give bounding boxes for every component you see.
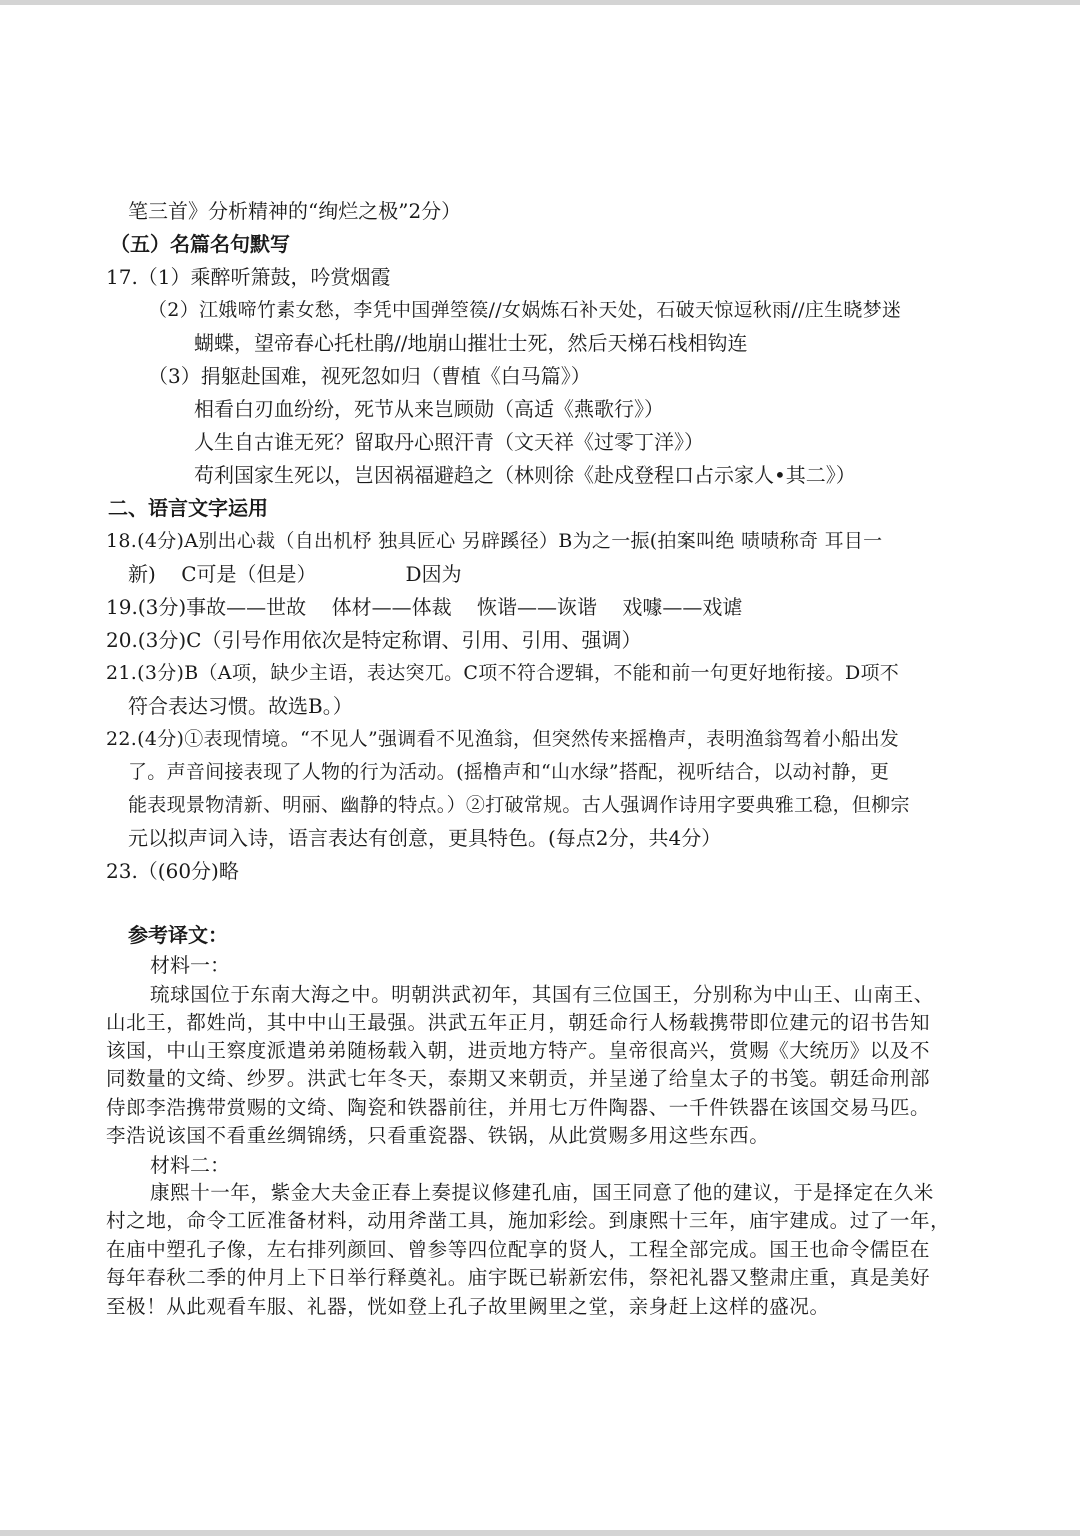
material-two-line: 康熙十一年，紫金大夫金正春上奏提议修建孔庙，国王同意了他的建议，于是择定在久米	[150, 1181, 934, 1204]
material-two-line: 村之地，命令工匠准备材料，动用斧凿工具，施加彩绘。到康熙十三年，庙宇建成。过了一年，	[106, 1209, 951, 1232]
material-one-line: 李浩说该国不看重丝绸锦绣，只看重瓷器、铁锅，从此赏赐多用这些东西。	[106, 1124, 770, 1147]
q21-line-a: 21.(3分)B（A项，缺少主语，表达突兀。C项不符合逻辑，不能和前一句更好地衔接。D项不	[106, 662, 900, 684]
material-one-line: 琉球国位于东南大海之中。明朝洪武初年，其国有三位国王，分别称为中山王、山南王、	[150, 983, 934, 1006]
page-top-edge	[0, 0, 1080, 5]
material-two-line: 每年春秋二季的仲月上下日举行释奠礼。庙宇既已崭新宏伟，祭祀礼器又整肃庄重，真是美好	[106, 1266, 931, 1289]
page-bottom-edge	[0, 1530, 1080, 1536]
material-one-line: 侍郎李浩携带赏赐的文绮、陶瓷和铁器前往，并用七万件陶器、一千件铁器在该国交易马匹。	[106, 1096, 931, 1119]
q22-line-b: 了。声音间接表现了人物的行为活动。(摇橹声和“山水绿”搭配，视听结合，以动衬静，更	[128, 761, 890, 783]
q20-line: 20.(3分)C（引号作用依次是特定称谓、引用、引用、强调）	[106, 628, 642, 652]
material-one-line: 山北王，都姓尚，其中中山王最强。洪武五年正月，朝廷命行人杨载携带即位建元的诏书告知	[106, 1011, 931, 1034]
q17-line-3c: 人生自古谁无死？留取丹心照汗青（文天祥《过零丁洋》）	[194, 430, 704, 454]
material-one-line: 同数量的文绮、纱罗。洪武七年冬天，泰期又来朝贡，并呈递了给皇太子的书笺。朝廷命刑部	[106, 1067, 931, 1090]
q19-line: 19.(3分)事故——世故 体材——体裁 恢谐——诙谐 戏噱——戏谑	[106, 595, 743, 619]
q17-line-3a: （3）捐躯赴国难，视死忽如归（曹植《白马篇》）	[148, 364, 591, 388]
q17-line-1: 17.（1）乘醉听箫鼓，吟赏烟霞	[106, 265, 391, 289]
q17-line-2a: （2）江娥啼竹素女愁，李凭中国弹箜篌//女娲炼石补天处，石破天惊逗秋雨//庄生晓梦迷	[148, 299, 902, 321]
q22-line-a: 22.(4分)①表现情境。“不见人”强调看不见渔翁，但突然传来摇橹声，表明渔翁驾着小船出发	[106, 728, 900, 750]
section-two-heading: 二、语言文字运用	[108, 496, 268, 520]
material-two-line: 在庙中塑孔子像，左右排列颜回、曾参等四位配享的贤人，工程全部完成。国王也命令儒臣在	[106, 1238, 931, 1261]
q17-line-3d: 苟利国家生死以，岂因祸福避趋之（林则徐《赴戍登程口占示家人•其二》）	[194, 463, 856, 487]
material-two-line: 至极！从此观看车服、礼器，恍如登上孔子故里阙里之堂，亲身赶上这样的盛况。	[106, 1295, 830, 1318]
section-five-heading: （五）名篇名句默写	[110, 232, 290, 256]
q18-line-b: 新) C可是（但是） D因为	[128, 562, 462, 586]
q22-line-c: 能表现景物清新、明丽、幽静的特点。）②打破常规。古人强调作诗用字要典雅工稳，但柳宗	[128, 794, 910, 816]
material-one-line: 该国，中山王察度派遣弟弟随杨载入朝，进贡地方特产。皇帝很高兴，赏赐《大统历》以及不	[106, 1039, 931, 1062]
translation-heading: 参考译文：	[128, 923, 228, 947]
q21-line-b: 符合表达习惯。故选B。）	[128, 694, 353, 718]
q22-line-d: 元以拟声词入诗，语言表达有创意，更具特色。(每点2分，共4分）	[128, 826, 722, 850]
q17-line-3b: 相看白刃血纷纷，死节从来岂顾勋（高适《燕歌行》）	[194, 397, 664, 421]
q17-line-2b: 蝴蝶，望帝春心托杜鹃//地崩山摧壮士死，然后天梯石栈相钩连	[194, 331, 748, 355]
q18-line-a: 18.(4分)A别出心裁（自出机杼 独具匠心 另辟蹊径）B为之一振(拍案叫绝 啧啧称奇 耳目一	[106, 530, 883, 552]
material-two-label: 材料二：	[150, 1153, 230, 1177]
q23-line: 23.（(60分)略	[106, 859, 239, 883]
continuation-line: 笔三首》分析精神的“绚烂之极”2分）	[128, 199, 462, 223]
material-one-label: 材料一：	[150, 953, 230, 977]
